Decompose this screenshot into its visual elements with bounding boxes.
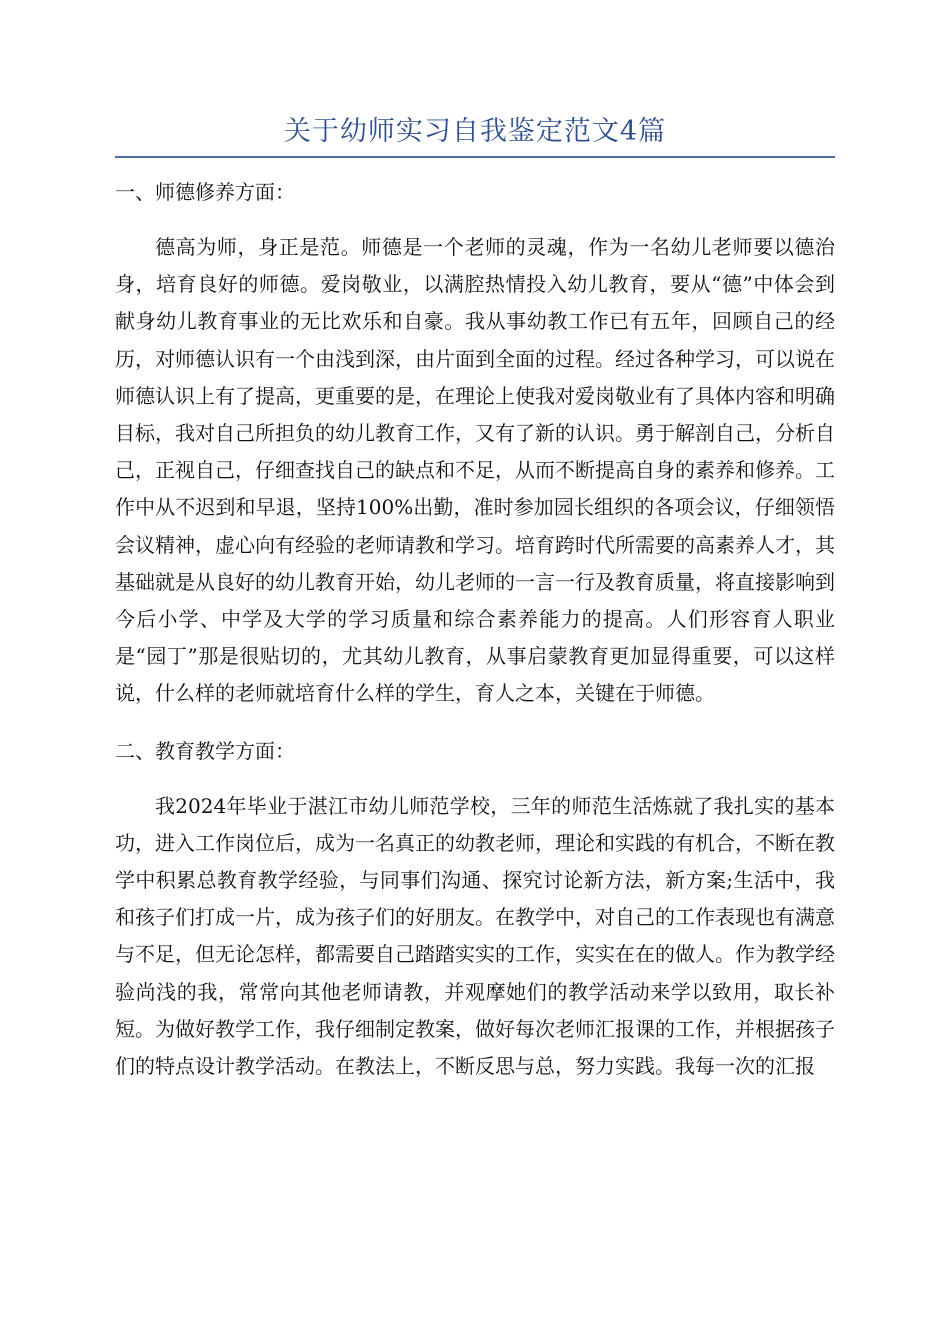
section-heading: 二、教育教学方面： bbox=[115, 738, 295, 763]
section-ethics bbox=[115, 172, 835, 713]
section-teaching bbox=[115, 731, 835, 1086]
body-paragraph: 德高为师，身正是范。师德是一个老师的灵魂，作为一名幼儿老师要以德治身，培育良好的师德。爱岗敬业，以满腔热情投入幼儿教育，要从“德”中体会到献身幼儿教育事业的无比欢乐和自豪。我从事幼教工作已有五年，回顾自己的经历，对师德认识有一个由浅到深，由片面到全面的过程。经过各种学习，可以说在师德认识上有了提高，更重要的是，在理论上使我对爱岗敬业有了具体内容和明确目标，我对自己所担负的幼儿教育工作，又有了新的认识。勇于解剖自己，分析自己，正视自己，仔细查找自己的缺点和不足，从而不断提高自身的素养和修养。工作中从不迟到和早退，坚持100%出勤，准时参加园长组织的各项会议，仔细领悟会议精神，虚心向有经验的老师请教和学习。培育跨时代所需要的高素养人才，其基础就是从良好的幼儿教育开始，幼儿老师的一言一行及教育质量，将直接影响到今后小学、中学及大学的学习质量和综合素养能力的提高。人们形容育人职业是“园丁”那是很贴切的，尤其幼儿教育，从事启蒙教育更加显得重要，可以这样说，什么样的老师就培育什么样的学生，育人之本，关键在于师德。 bbox=[115, 235, 835, 706]
body-paragraph: 我2024年毕业于湛江市幼儿师范学校，三年的师范生活炼就了我扎实的基本功，进入工作岗位后，成为一名真正的幼教老师，理论和实践的有机合，不断在教学中积累总教育教学经验，与同事们沟通、探究讨论新方法，新方案;生活中，我和孩子们打成一片，成为孩子们的好朋友。在教学中，对自己的工作表现也有满意与不足，但无论怎样，都需要自己踏踏实实的工作，实实在在的做人。作为教学经验尚浅的我，常常向其他老师请教，并观摩她们的教学活动来学以致用，取长补短。为做好教学工作，我仔细制定教案，做好每次老师汇报课的工作，并根据孩子们的特点设计教学活动。在教法上，不断反思与总，努力实践。我每一次的汇报 bbox=[115, 793, 835, 1079]
section-heading: 一、师德修养方面： bbox=[115, 180, 295, 204]
document-body bbox=[115, 172, 835, 1085]
document-title: 关于幼师实习自我鉴定范文4篇 bbox=[283, 116, 667, 147]
title-block bbox=[115, 112, 835, 158]
